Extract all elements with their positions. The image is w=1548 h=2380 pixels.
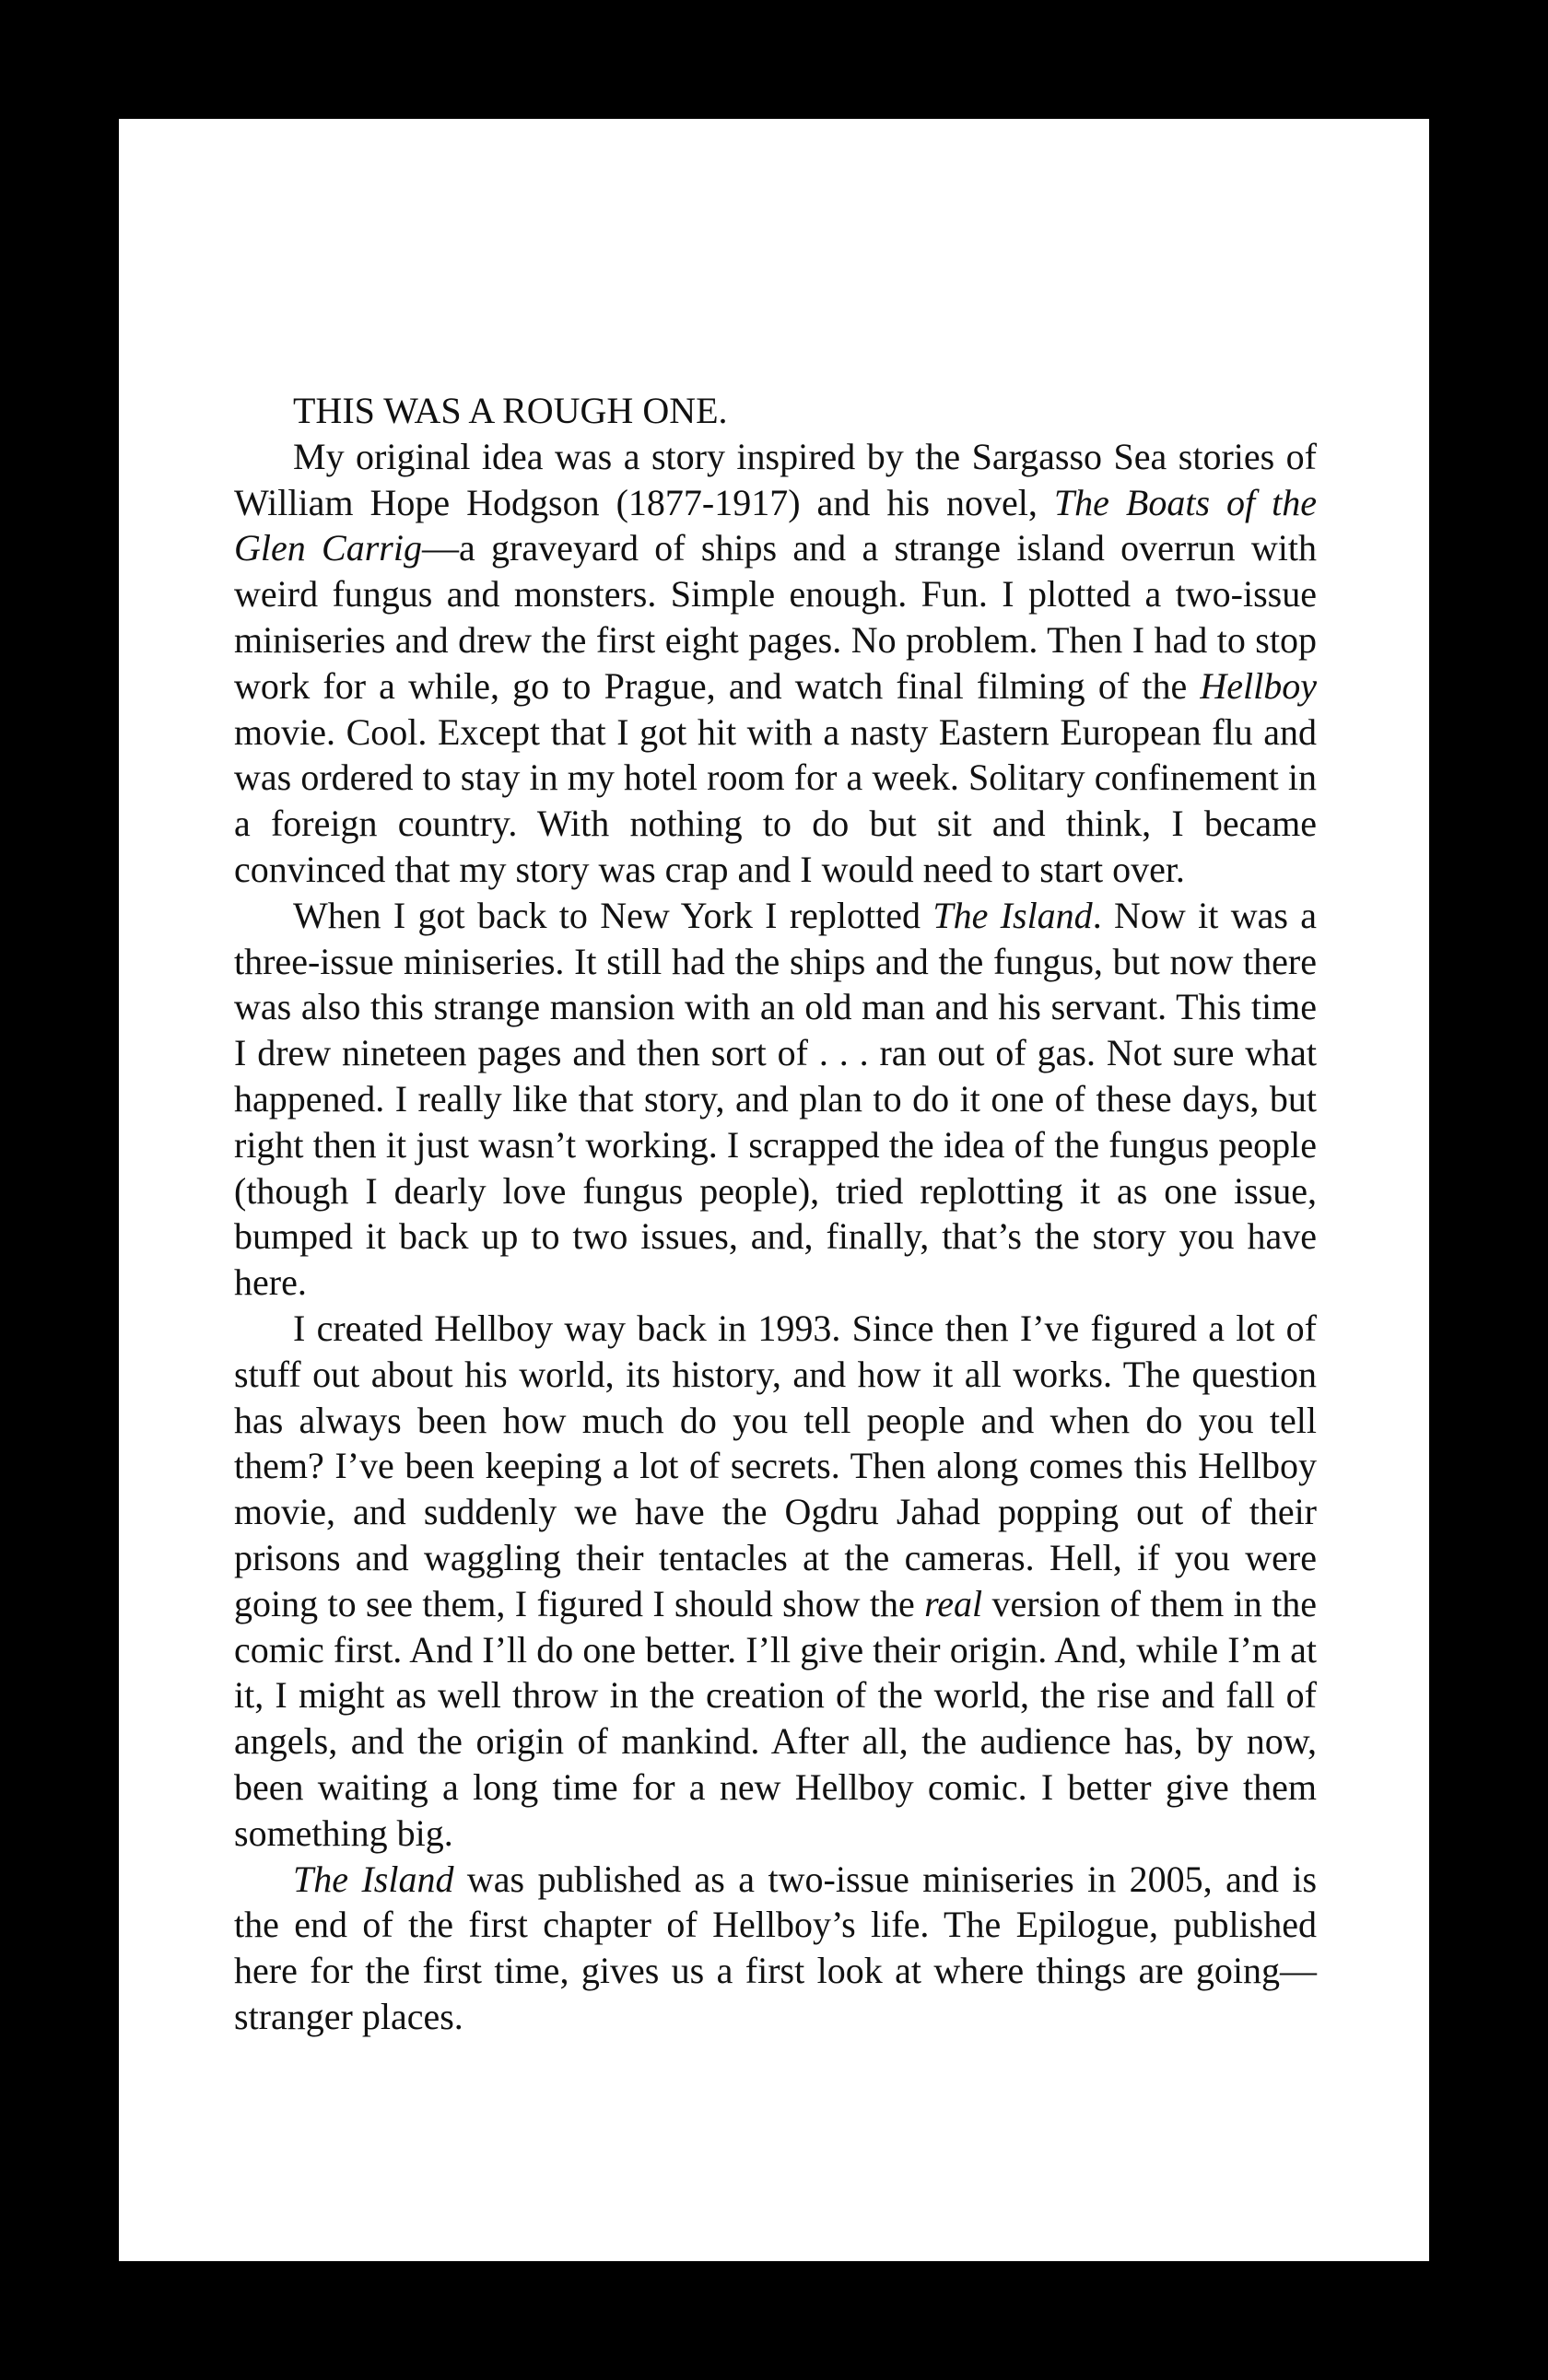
emphasis-real: real — [924, 1582, 983, 1624]
paragraph-4-text-a: was published as a two-issue miniseries in 2005, and is the end of the first chapter of Hellboy’s life. The Epilogue, published here for the first time, gives us a first look at where things are going—stranger places. — [234, 1858, 1318, 2037]
page — [119, 119, 1429, 2261]
opening-text: THIS WAS A ROUGH ONE. — [293, 390, 728, 431]
paragraph-4 — [234, 1857, 1317, 2040]
paragraph-1 — [234, 434, 1317, 893]
paragraph-1-text-b: —a graveyard of ships and a strange island overrun with weird fungus and monsters. Simple enough. Fun. I plotted a two-issue miniseries and drew the first eight pages. No problem. Then I had to stop work for a while, go to Prague, and watch final filming of the — [234, 527, 1317, 707]
paragraph-1-text-c: movie. Cool. Except that I got hit with a nasty Eastern European flu and was ordered to stay in my hotel room for a week. Solitary confinement in a foreign country. With nothing to do but sit and think, I became convinced that my story was crap and I would need to start over. — [234, 710, 1317, 890]
paragraph-3 — [234, 1306, 1317, 1857]
body-text — [234, 388, 1317, 2040]
book-title-boats: The Boats of the Glen Carrig — [234, 481, 1318, 569]
paragraph-2 — [234, 893, 1317, 1306]
book-title-island-2: The Island — [293, 1858, 454, 1900]
movie-title-hellboy: Hellboy — [1200, 664, 1317, 707]
book-title-island: The Island — [932, 894, 1093, 936]
paragraph-3-text-b: version of them in the comic first. And I’ll do one better. I’ll give their origin. And, while I’m at it, I might as well throw in the creation of the world, the rise and fall of angels, and the origin of mankind. After all, the audience has, by now, been waiting a long time for a new Hellboy comic. I better give them something big. — [234, 1582, 1317, 1854]
paragraph-2-text-a: When I got back to New York I replotted — [293, 894, 933, 936]
paragraph-2-text-b: . Now it was a three-issue miniseries. It still had the ships and the fungus, but now there was also this strange mansion with an old man and his servant. This time I drew nineteen pages and then sort of . . . ran out of gas. Not sure what happened. I really like that story, and plan to do it one of these days, but right then it just wasn’t working. I scrapped the idea of the fungus people (though I dearly love fungus people), tried replotting it as one issue, bumped it back up to two issues, and, finally, that’s the story you have here. — [234, 894, 1318, 1304]
paragraph-1-text-a: My original idea was a story inspired by the Sargasso Sea stories of William Hope Hodgson (1877-1917) and his novel, — [234, 435, 1317, 523]
paragraph-3-text-a: I created Hellboy way back in 1993. Since then I’ve figured a lot of stuff out about his world, its history, and how it all works. The question has always been how much do you tell people and when do you tell them? I’ve been keeping a lot of secrets. Then along comes this Hellboy movie, and suddenly we have the Ogdru Jahad popping out of their prisons and waggling their tentacles at the cameras. Hell, if you were going to see them, I figured I should show the — [234, 1307, 1317, 1624]
opening-line — [234, 388, 1317, 434]
